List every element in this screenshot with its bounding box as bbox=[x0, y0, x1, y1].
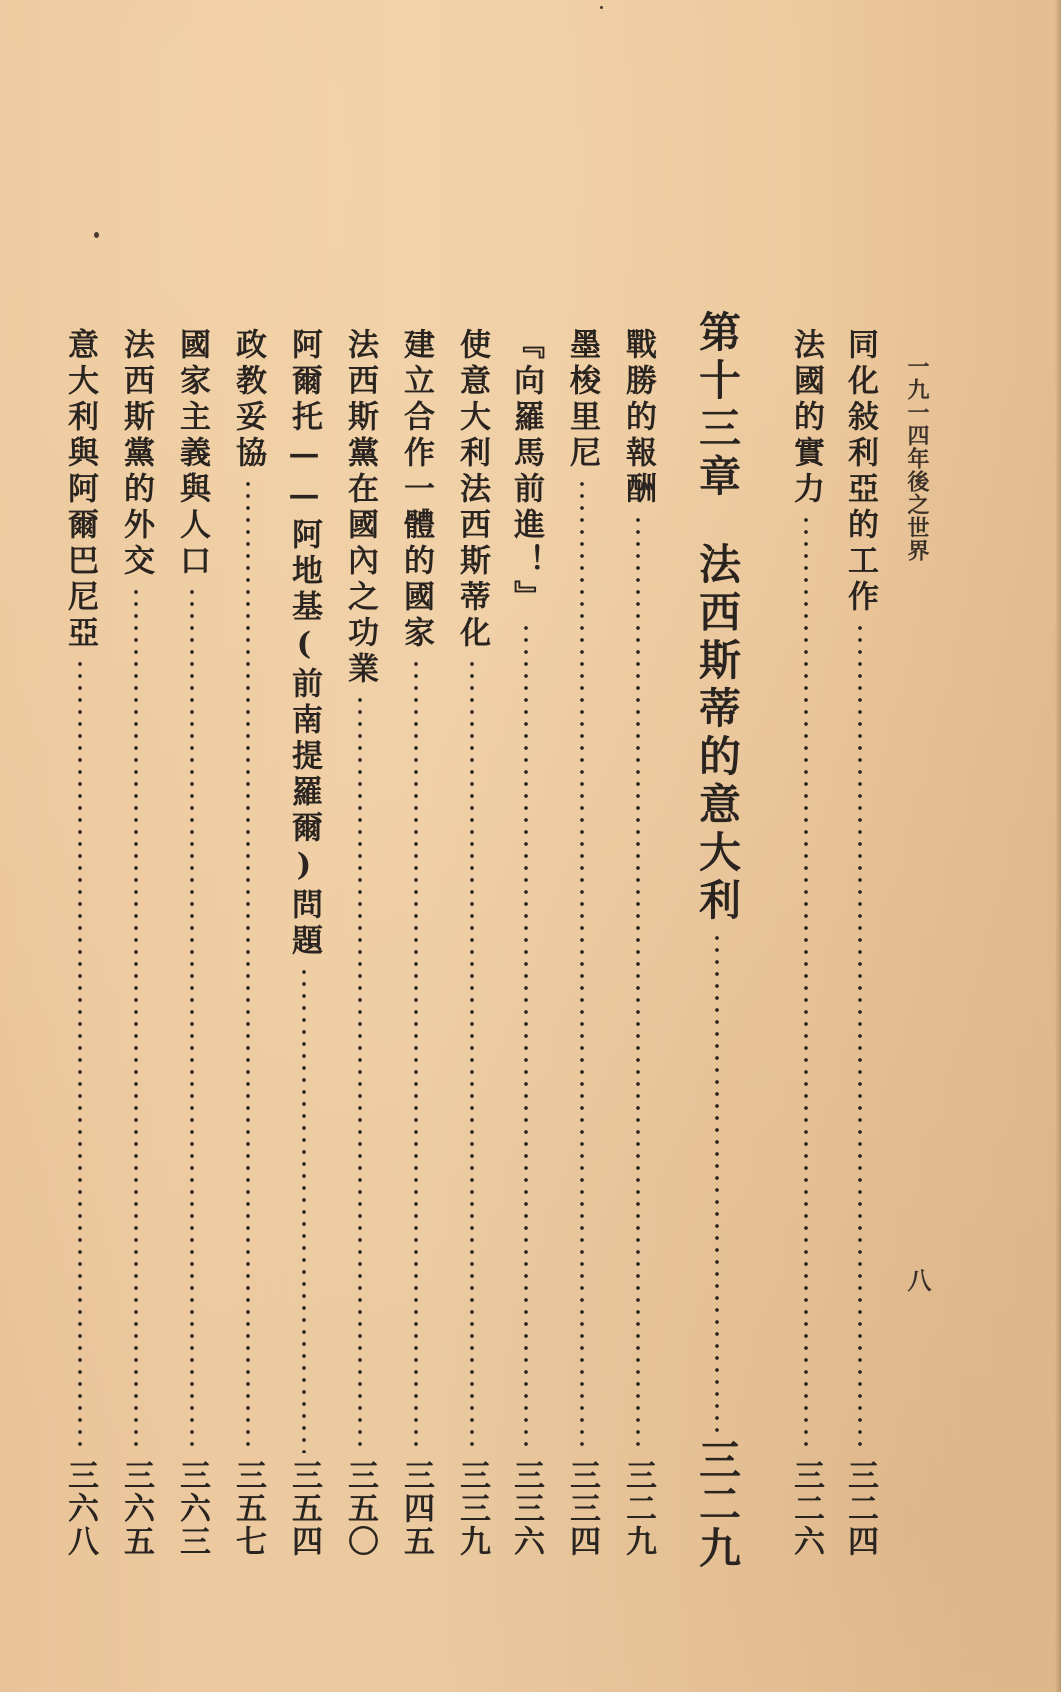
toc-entry-title: 意大利與阿爾巴尼亞 bbox=[62, 328, 98, 652]
leader-dots bbox=[524, 622, 528, 1453]
page-number: 八 bbox=[903, 1268, 932, 1292]
toc-entry-title: 墨梭里尼 bbox=[564, 328, 600, 472]
toc-entry bbox=[342, 328, 378, 1558]
toc-entry-page: 三六三 bbox=[174, 1459, 210, 1558]
toc-entry-page: 三五〇 bbox=[342, 1459, 378, 1558]
toc-entry-title: 建立合作一體的國家 bbox=[398, 328, 434, 652]
paper-speck bbox=[600, 6, 603, 9]
toc-chapter-heading bbox=[693, 310, 742, 1570]
leader-dots bbox=[636, 514, 640, 1453]
running-header: 一九一四年後之世界 bbox=[904, 355, 930, 562]
leader-dots bbox=[804, 514, 808, 1453]
toc-entry bbox=[842, 328, 878, 1558]
toc-entry-page: 三四五 bbox=[398, 1459, 434, 1558]
toc-entry-page: 三二四 bbox=[842, 1459, 878, 1558]
toc-entry-title: 同化敍利亞的工作 bbox=[842, 328, 878, 616]
toc-entry bbox=[230, 328, 266, 1558]
toc-entry-title: 國家主義與人口 bbox=[174, 328, 210, 580]
toc-entry-page: 三三四 bbox=[564, 1459, 600, 1558]
toc-entry bbox=[118, 328, 154, 1558]
toc-entry bbox=[174, 328, 210, 1558]
toc-entry bbox=[454, 328, 490, 1558]
leader-dots bbox=[470, 658, 474, 1453]
leader-dots bbox=[78, 658, 82, 1453]
leader-dots bbox=[715, 932, 719, 1432]
toc-entry-title: 法國的實力 bbox=[788, 328, 824, 508]
chapter-name: 法西斯蒂的意大利 bbox=[693, 542, 742, 926]
toc-entry-page: 三二九 bbox=[620, 1459, 656, 1558]
toc-entry-title: 戰勝的報酬 bbox=[620, 328, 656, 508]
toc-entry-page: 三六五 bbox=[118, 1459, 154, 1558]
toc-entry-title: 政教妥協 bbox=[230, 328, 266, 472]
leader-dots bbox=[246, 478, 250, 1453]
leader-dots bbox=[302, 966, 306, 1453]
toc-entry-page: 三五七 bbox=[230, 1459, 266, 1558]
toc-entry bbox=[62, 328, 98, 1558]
paper-speck bbox=[94, 232, 99, 238]
toc-entry-page: 三二九 bbox=[693, 1438, 742, 1570]
toc-entry-title: 『向羅馬前進！』 bbox=[508, 328, 544, 616]
toc-entry-page: 三三九 bbox=[454, 1459, 490, 1558]
toc-entry bbox=[508, 328, 544, 1558]
toc-entry-title: 法西斯黨的外交 bbox=[118, 328, 154, 580]
toc-entry bbox=[788, 328, 824, 1558]
toc-entry-title: 使意大利法西斯蒂化 bbox=[454, 328, 490, 652]
toc-entry-page: 三三六 bbox=[508, 1459, 544, 1558]
toc-entry bbox=[398, 328, 434, 1558]
toc-entry-page: 三六八 bbox=[62, 1459, 98, 1558]
leader-dots bbox=[190, 586, 194, 1453]
leader-dots bbox=[134, 586, 138, 1453]
toc-entry bbox=[564, 328, 600, 1558]
toc-entry-title: 阿爾托——阿地基(前南提羅爾)問題 bbox=[286, 328, 322, 960]
toc-entry bbox=[286, 328, 322, 1558]
leader-dots bbox=[858, 622, 862, 1453]
leader-dots bbox=[414, 658, 418, 1453]
toc-entry-title: 法西斯黨在國內之功業 bbox=[342, 328, 378, 688]
leader-dots bbox=[358, 694, 362, 1453]
leader-dots bbox=[580, 478, 584, 1453]
toc-entry-page: 三二六 bbox=[788, 1459, 824, 1558]
chapter-number: 第十三章 bbox=[693, 310, 742, 502]
chapter-title bbox=[693, 310, 742, 926]
toc-entry bbox=[620, 328, 656, 1558]
toc-entry-page: 三五四 bbox=[286, 1459, 322, 1558]
